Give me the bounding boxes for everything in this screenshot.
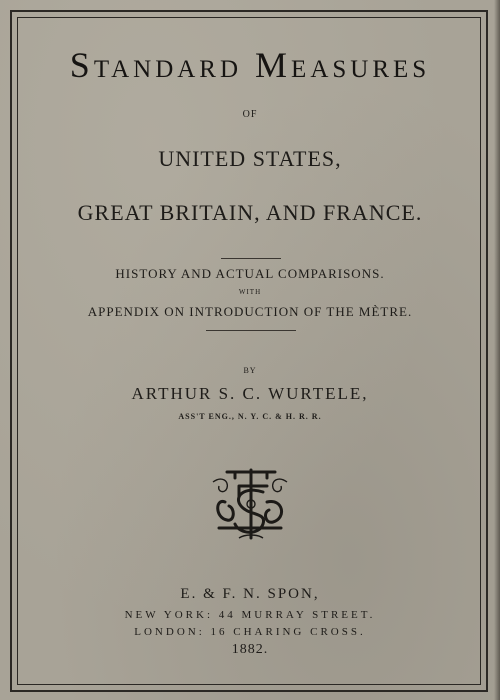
by-word: BY	[243, 366, 257, 375]
publication-year: 1882.	[231, 642, 269, 657]
author-name: ARTHUR S. C. WURTELE,	[131, 384, 369, 403]
publisher-name: E. & F. N. SPON,	[180, 586, 320, 602]
divider-rule-top	[221, 258, 281, 259]
with-word: WITH	[238, 288, 262, 296]
page-edge-shadow	[494, 0, 500, 700]
author-credential: ASS'T ENG., N. Y. C. & H. R. R.	[178, 412, 322, 421]
countries-line-2: GREAT BRITAIN, AND FRANCE.	[77, 200, 423, 225]
divider-rule-bottom	[206, 330, 296, 331]
publisher-new-york-address: NEW YORK: 44 MURRAY STREET.	[124, 609, 376, 621]
title-of-word: OF	[242, 109, 258, 120]
countries-line-1: UNITED STATES,	[158, 146, 342, 171]
subtitle: HISTORY AND ACTUAL COMPARISONS.	[115, 266, 385, 281]
appendix-line: APPENDIX ON INTRODUCTION OF THE MÈTRE.	[87, 304, 413, 319]
book-title: Standard Measures	[69, 45, 431, 85]
publisher-monogram-icon	[205, 462, 295, 544]
publisher-london-address: LONDON: 16 CHARING CROSS.	[134, 626, 366, 638]
